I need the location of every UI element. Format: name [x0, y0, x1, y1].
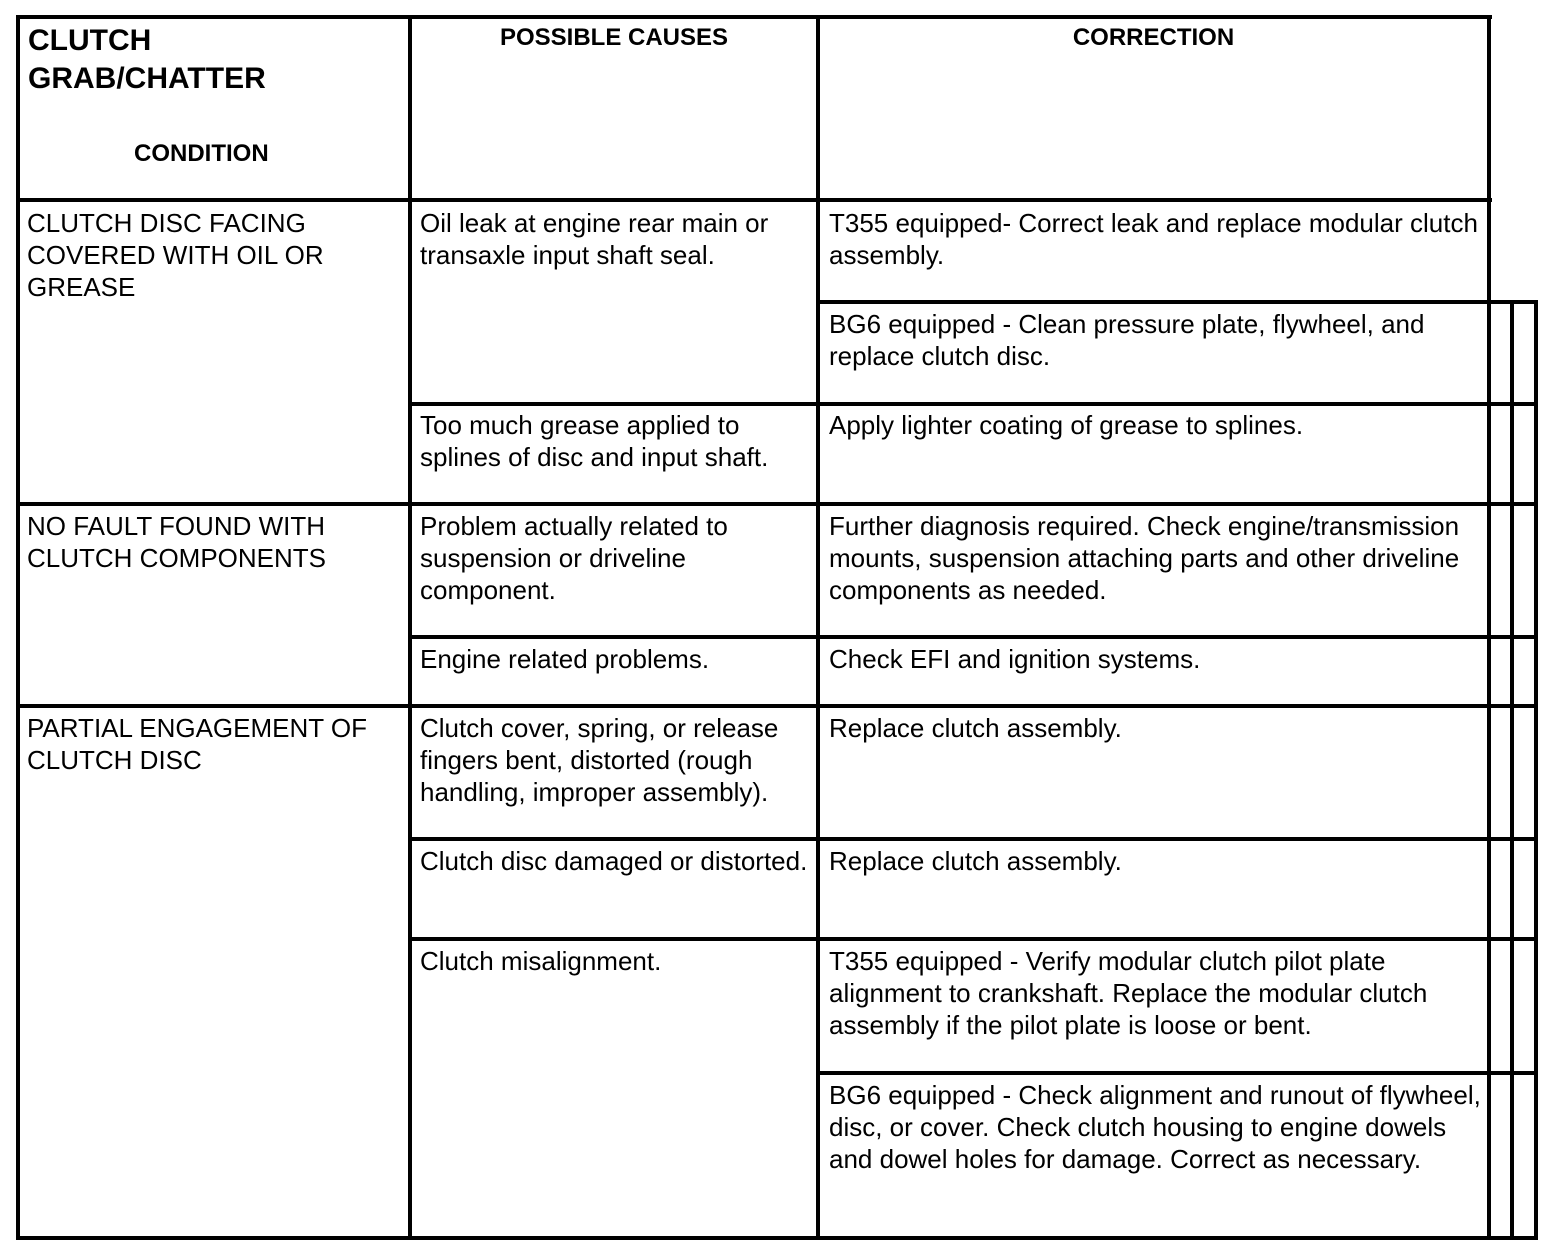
condition-cell: CLUTCH DISC FACING COVERED WITH OIL OR GREASE: [27, 208, 324, 302]
cause-cell: Oil leak at engine rear main or transaxle input shaft seal.: [420, 208, 769, 270]
causes-column-header: POSSIBLE CAUSES: [499, 24, 729, 51]
cause-cell: Engine related problems.: [420, 644, 710, 674]
correction-cell: Replace clutch assembly.: [829, 846, 1122, 876]
correction-divider-1: [816, 300, 1538, 304]
cause-cell: Clutch cover, spring, or release fingers bent, distorted (rough handling, improper assembly).: [420, 713, 779, 807]
correction-divider-2: [816, 1071, 1538, 1075]
cause-cell: Clutch disc damaged or distorted.: [420, 846, 808, 876]
table-title: CLUTCH GRAB/CHATTER: [28, 24, 266, 95]
side-rule-1: [1510, 300, 1514, 1240]
cause-divider-3: [408, 837, 1538, 841]
correction-cell: BG6 equipped - Check alignment and runout of flywheel, disc, or cover. Check clutch housing to engine dowels and dowel holes for damage. Correct as necessary.: [829, 1080, 1481, 1174]
row-divider-1: [16, 502, 1538, 506]
correction-cell: Replace clutch assembly.: [829, 713, 1122, 743]
row-divider-2: [16, 704, 1538, 708]
correction-cell: T355 equipped - Verify modular clutch pilot plate alignment to crankshaft. Replace the modular clutch assembly if the pilot plate is loose or bent.: [829, 946, 1428, 1040]
cause-divider-4: [408, 937, 1538, 941]
side-rule-2: [1534, 300, 1538, 1240]
condition-cell: NO FAULT FOUND WITH CLUTCH COMPONENTS: [27, 511, 327, 573]
condition-cell: PARTIAL ENGAGEMENT OF CLUTCH DISC: [27, 713, 367, 775]
correction-cell: Apply lighter coating of grease to splines.: [829, 410, 1304, 440]
correction-column-header: CORRECTION: [1072, 24, 1235, 51]
cause-divider-1: [408, 402, 1538, 406]
correction-cell: T355 equipped- Correct leak and replace modular clutch assembly.: [829, 208, 1478, 270]
cause-divider-2: [408, 635, 1538, 639]
cause-cell: Clutch misalignment.: [420, 946, 662, 976]
correction-cell: Further diagnosis required. Check engine/transmission mounts, suspension attaching parts and other driveline components as needed.: [829, 511, 1460, 605]
correction-cell: BG6 equipped - Clean pressure plate, flywheel, and replace clutch disc.: [829, 309, 1425, 371]
cause-cell: Too much grease applied to splines of disc and input shaft.: [420, 410, 769, 472]
condition-column-header: CONDITION: [134, 140, 269, 167]
table-border-bottom: [16, 1236, 1538, 1240]
header-divider: [16, 198, 1492, 202]
cause-cell: Problem actually related to suspension or driveline component.: [420, 511, 728, 605]
correction-cell: Check EFI and ignition systems.: [829, 644, 1201, 674]
table-border-top: [16, 15, 1492, 19]
